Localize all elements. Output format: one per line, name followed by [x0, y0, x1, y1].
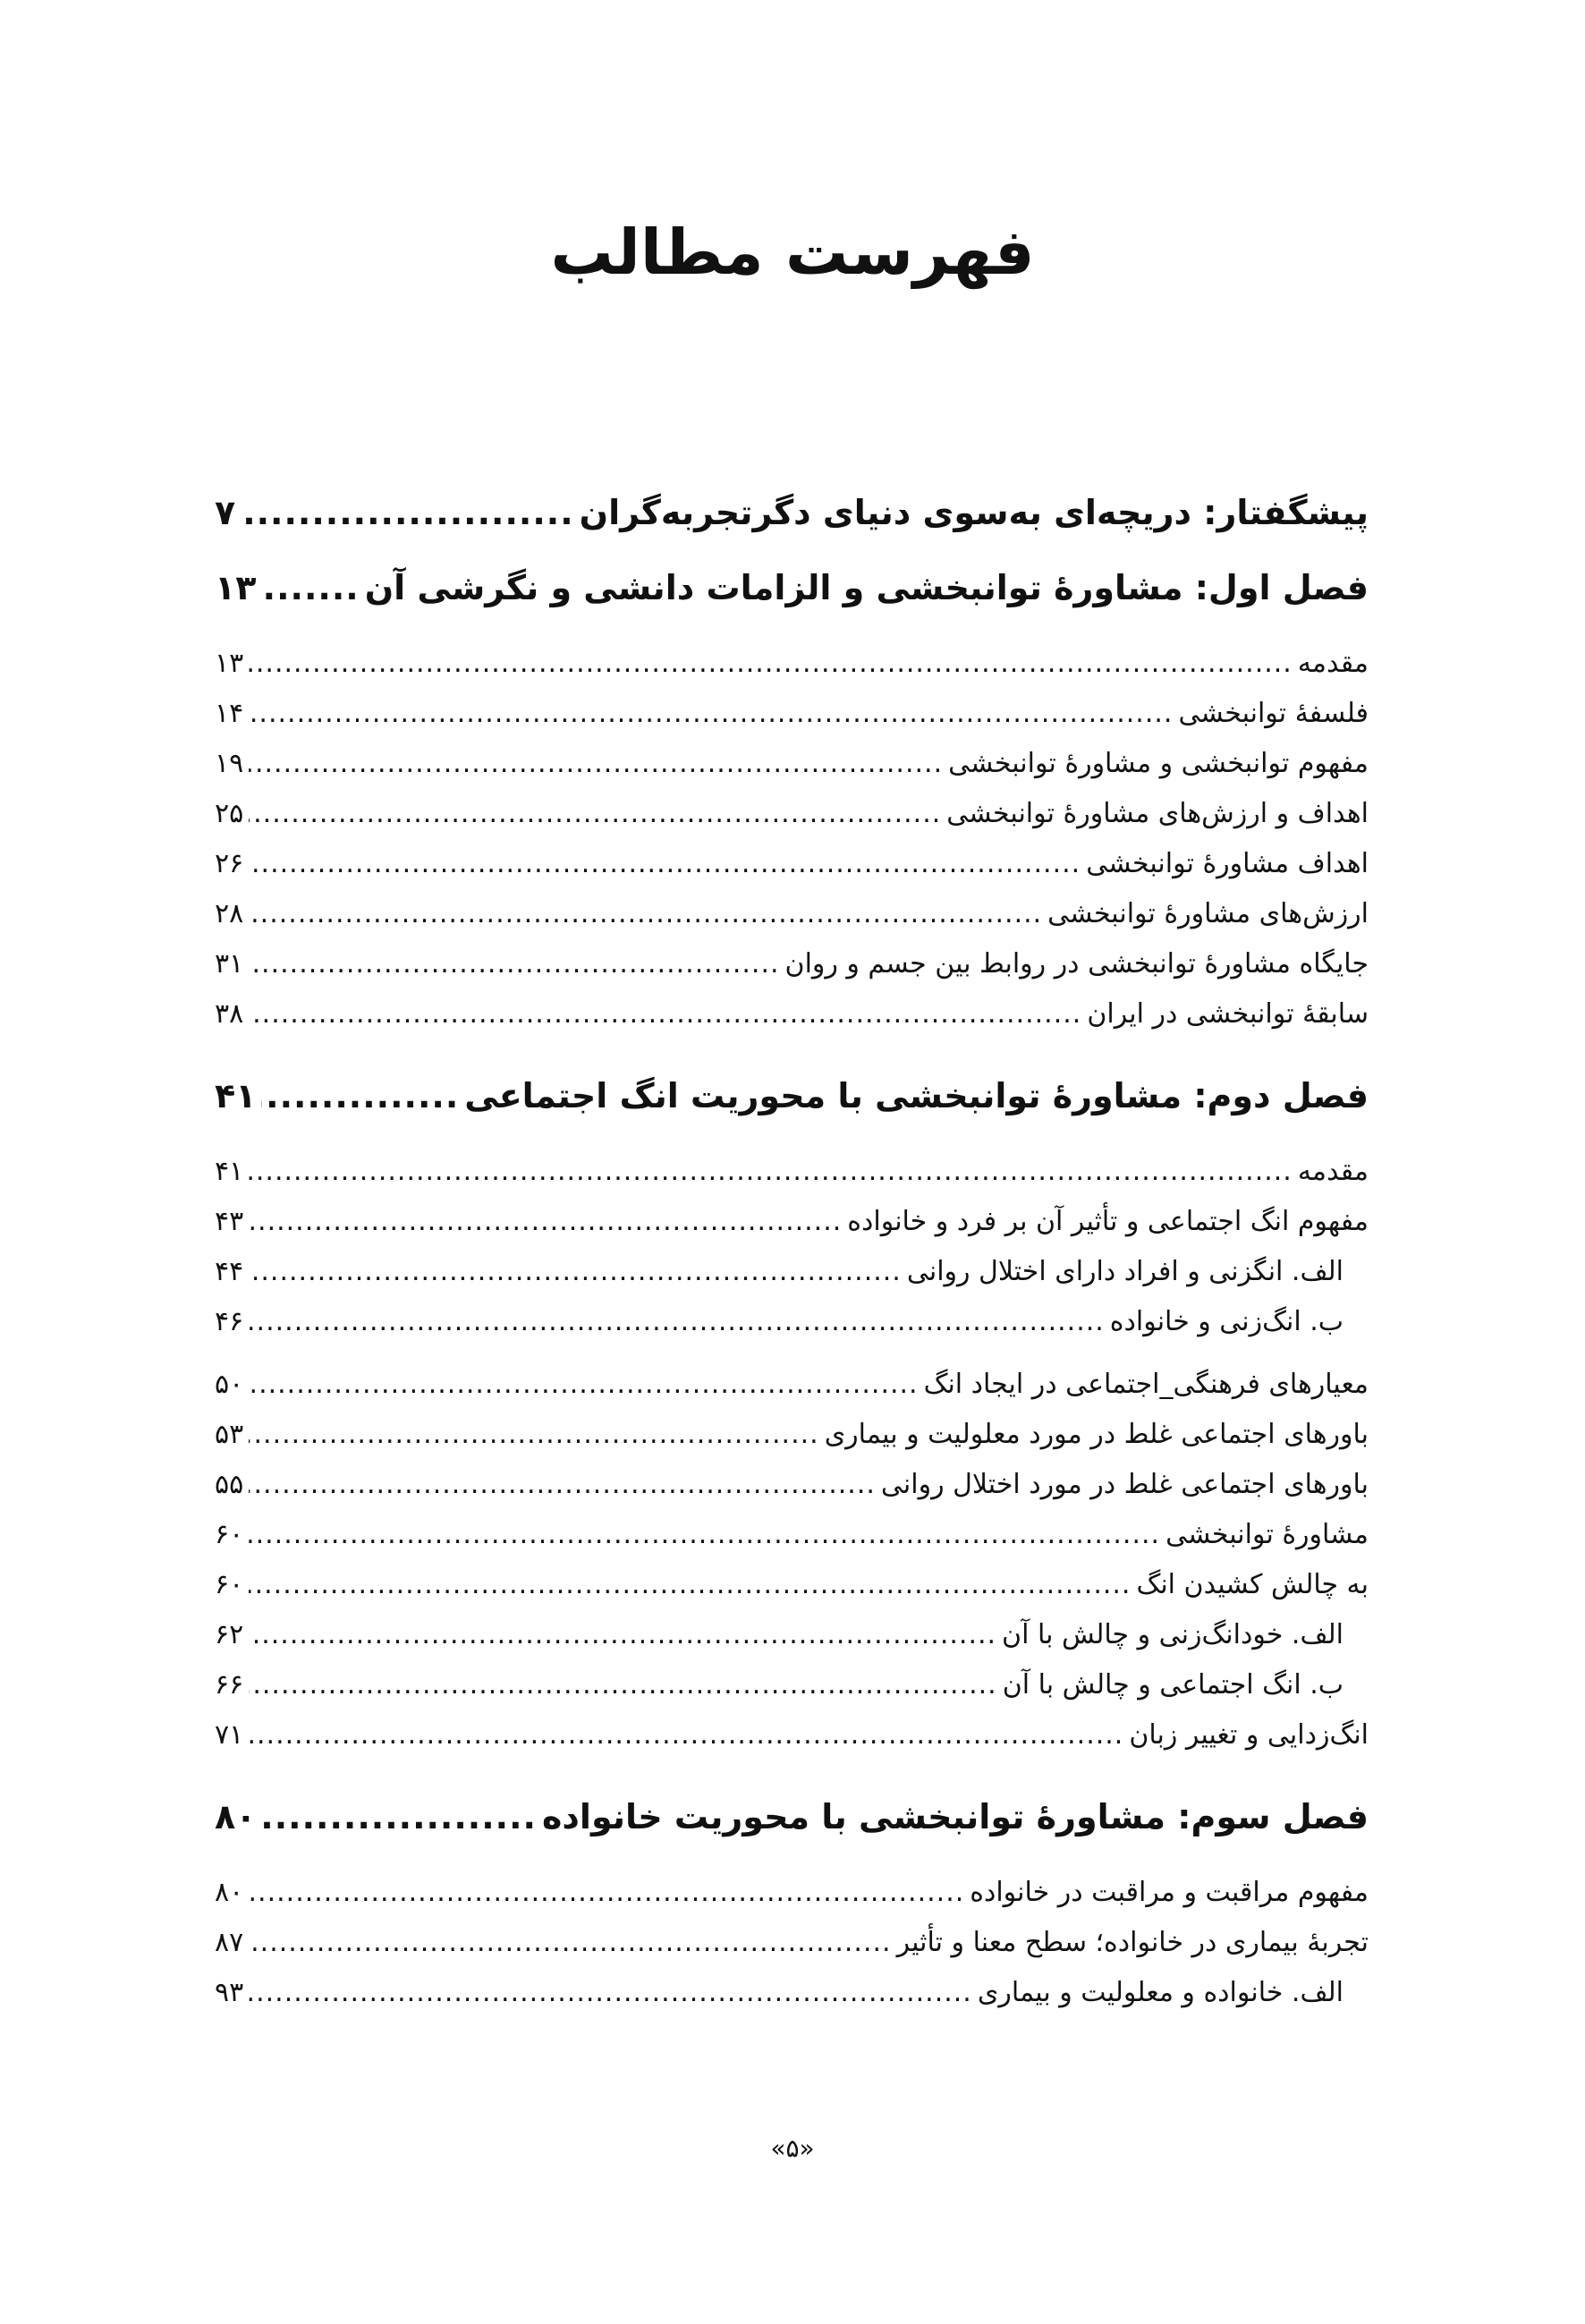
- dot-leader: [261, 549, 359, 626]
- toc-entry-label: ارزش‌های مشاورۀ توانبخشی: [1047, 898, 1369, 929]
- toc-entry-page: ۵۳: [215, 1419, 244, 1450]
- dot-leader: [249, 789, 941, 839]
- dot-leader: [249, 1868, 964, 1918]
- toc-entry-label: ب. انگ اجتماعی و چالش با آن: [1002, 1669, 1343, 1701]
- dot-leader: [249, 889, 1042, 939]
- toc-entry-page: ۴۴: [215, 1256, 244, 1287]
- dot-leader: [249, 839, 1081, 889]
- toc-chapter-3-label: فصل سوم: مشاورۀ توانبخشی با محوریت خانواده: [541, 1797, 1369, 1836]
- toc-entry-label: مقدمه: [1297, 1156, 1369, 1187]
- toc-subentry[interactable]: [215, 1247, 1369, 1297]
- table-of-contents: [215, 474, 1369, 2018]
- toc-chapter-2-label: فصل دوم: مشاورۀ توانبخشی با محوریت انگ اجتماعی: [464, 1076, 1369, 1115]
- toc-entry-page: ۴۱: [215, 1156, 244, 1187]
- toc-entry-label: به چالش کشیدن انگ: [1136, 1569, 1369, 1600]
- dot-leader: [249, 689, 1173, 739]
- toc-entry-label: تجربۀ بیماری در خانواده؛ سطح معنا و تأثیر: [896, 1927, 1369, 1958]
- toc-entry-label: مقدمه: [1297, 648, 1369, 679]
- toc-entry[interactable]: [215, 789, 1369, 839]
- toc-entry-page: ۴۶: [215, 1306, 244, 1337]
- page-title: فهرست مطالب: [550, 216, 1035, 289]
- toc-entry-label: باورهای اجتماعی غلط در مورد معلولیت و بیماری: [824, 1419, 1369, 1450]
- toc-entry-page: ۶۲: [215, 1619, 244, 1650]
- toc-subentry[interactable]: [215, 1610, 1369, 1660]
- toc-chapter-2-row[interactable]: [215, 1057, 1369, 1134]
- toc-entry-page: ۳۱: [215, 948, 244, 980]
- toc-entry[interactable]: [215, 1197, 1369, 1247]
- toc-entry[interactable]: [215, 739, 1369, 789]
- toc-entry-page: ۴۳: [215, 1206, 244, 1237]
- toc-entry[interactable]: [215, 839, 1369, 889]
- dot-leader: [241, 474, 573, 551]
- toc-subentry[interactable]: [215, 1968, 1369, 2018]
- toc-entry-page: ۶۰: [215, 1519, 244, 1550]
- dot-leader: [249, 1918, 891, 1968]
- toc-entry-page: ۹۳: [215, 1977, 244, 2008]
- toc-entry[interactable]: [215, 1147, 1369, 1197]
- toc-entry-page: ۱۳: [215, 648, 244, 679]
- toc-entry-page: ۱۴: [215, 698, 244, 729]
- dot-leader: [249, 1560, 1131, 1610]
- toc-entry-label: مشاورۀ توانبخشی: [1165, 1519, 1369, 1550]
- toc-entry-page: ۸۰: [215, 1877, 244, 1908]
- toc-entry[interactable]: [215, 689, 1369, 739]
- dot-leader: [249, 1610, 996, 1660]
- toc-entry[interactable]: [215, 1410, 1369, 1460]
- toc-entry-label: سابقۀ توانبخشی در ایران: [1087, 998, 1369, 1030]
- toc-entry-page: ۵۵: [215, 1469, 244, 1500]
- toc-entry-page: ۲۸: [215, 898, 244, 929]
- toc-entry-page: ۵۰: [215, 1369, 244, 1400]
- dot-leader: [249, 639, 1293, 689]
- toc-entry-label: اهداف و ارزش‌های مشاورۀ توانبخشی: [946, 798, 1369, 829]
- toc-entry-label: مفهوم انگ اجتماعی و تأثیر آن بر فرد و خانواده: [847, 1206, 1369, 1237]
- dot-leader: [249, 1968, 972, 2018]
- toc-chapter-3-page: ۸۰: [215, 1797, 257, 1836]
- toc-entry-label: ب. انگ‌زنی و خانواده: [1109, 1306, 1343, 1337]
- toc-entry[interactable]: [215, 939, 1369, 989]
- dot-leader: [249, 1247, 902, 1297]
- toc-chapter-1-page: ۱۳: [215, 568, 257, 607]
- toc-chapter-1-label: فصل اول: مشاورۀ توانبخشی و الزامات دانشی و نگرشی آن: [364, 568, 1369, 607]
- toc-entry[interactable]: [215, 1360, 1369, 1410]
- toc-entry[interactable]: [215, 1918, 1369, 1968]
- toc-entry-label: الف. انگزنی و افراد دارای اختلال روانی: [906, 1256, 1343, 1287]
- dot-leader: [249, 989, 1081, 1039]
- toc-chapter-2-page: ۴۱: [215, 1076, 257, 1115]
- toc-entry-label: مفهوم توانبخشی و مشاورۀ توانبخشی: [948, 748, 1369, 779]
- toc-entry[interactable]: [215, 989, 1369, 1039]
- dot-leader: [249, 1460, 876, 1510]
- toc-entry-page: ۳۸: [215, 998, 244, 1030]
- toc-subentry[interactable]: [215, 1660, 1369, 1710]
- toc-entry-label: فلسفۀ توانبخشی: [1178, 698, 1369, 729]
- toc-entry-label: اهداف مشاورۀ توانبخشی: [1086, 848, 1369, 879]
- toc-preface-row[interactable]: [215, 474, 1369, 549]
- toc-subentry[interactable]: [215, 1297, 1369, 1347]
- toc-entry-label: مفهوم مراقبت و مراقبت در خانواده: [970, 1877, 1369, 1908]
- dot-leader: [249, 1360, 918, 1410]
- toc-entry[interactable]: [215, 639, 1369, 689]
- page-number-footer: «۵»: [770, 2133, 815, 2163]
- toc-entry-page: ۷۱: [215, 1719, 244, 1751]
- dot-leader: [249, 1410, 818, 1460]
- toc-entry-page: ۸۷: [215, 1927, 244, 1958]
- toc-preface-label: پیشگفتار: دریچه‌ای به‌سوی دنیای دگرتجربه‌گران: [579, 493, 1369, 532]
- dot-leader: [249, 739, 943, 789]
- toc-entry-label: الف. خودانگ‌زنی و چالش با آن: [1002, 1619, 1343, 1650]
- toc-entry[interactable]: [215, 1560, 1369, 1610]
- dot-leader: [261, 1778, 537, 1855]
- toc-entry-page: ۶۶: [215, 1669, 244, 1701]
- toc-entry-page: ۲۶: [215, 848, 244, 879]
- toc-entry-label: انگ‌زدایی و تغییر زبان: [1129, 1719, 1369, 1751]
- toc-entry-page: ۱۹: [215, 748, 244, 779]
- dot-leader: [249, 1510, 1160, 1560]
- toc-entry-page: ۶۰: [215, 1569, 244, 1600]
- toc-entry[interactable]: [215, 1460, 1369, 1510]
- toc-entry-label: باورهای اجتماعی غلط در مورد اختلال روانی: [880, 1469, 1369, 1500]
- toc-chapter-3-row[interactable]: [215, 1778, 1369, 1855]
- toc-entry[interactable]: [215, 1868, 1369, 1918]
- toc-entry[interactable]: [215, 1710, 1369, 1760]
- toc-entry-label: معیارهای فرهنگی_اجتماعی در ایجاد انگ: [923, 1369, 1369, 1400]
- toc-entry-label: الف. خانواده و معلولیت و بیماری: [977, 1977, 1343, 2008]
- dot-leader: [261, 1057, 459, 1134]
- toc-entry-page: ۲۵: [215, 798, 244, 829]
- dot-leader: [249, 1660, 996, 1710]
- toc-entry[interactable]: [215, 1510, 1369, 1560]
- dot-leader: [249, 1147, 1293, 1197]
- dot-leader: [249, 1297, 1105, 1347]
- toc-entry-label: جایگاه مشاورۀ توانبخشی در روابط بین جسم و روان: [784, 948, 1369, 980]
- toc-entry[interactable]: [215, 889, 1369, 939]
- dot-leader: [249, 1710, 1123, 1760]
- dot-leader: [249, 939, 779, 989]
- dot-leader: [249, 1197, 842, 1247]
- toc-preface-page: ۷: [215, 493, 236, 532]
- toc-chapter-1-row[interactable]: [215, 549, 1369, 626]
